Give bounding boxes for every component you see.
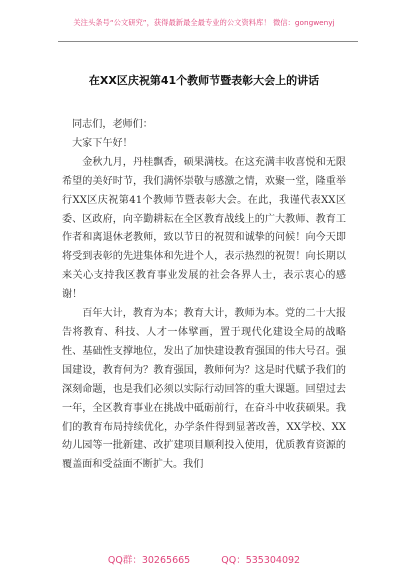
header-divider: [58, 41, 358, 42]
qq-group-number: QQ群：30265665: [107, 555, 191, 566]
greeting: 大家下午好！: [72, 137, 133, 149]
document-title: 在XX区庆祝第41个教师节暨表彰大会上的讲话: [88, 74, 320, 87]
body-paragraph: 金秋九月，丹桂飘香，硕果满枝。在这充满丰收喜悦和无限希望的美好时节，我们满怀崇敬与感激之情，欢聚一堂，隆重举行XX区庆祝第41个教师节暨表彰大会。在此，我谨代表XX区委、区政府，向辛勤耕耘在全区教育战线上的广大教师、教育工作者和离退休老教师，致以节日的祝贺和诚挚的问候！向今天即将受到表彰的先进集体和先进个人，表示热烈的祝贺！向长期以来关心支持我区教育事业发展的社会各界人士，表示衷心的感谢！: [62, 156, 346, 301]
salutation: 同志们，老师们：: [72, 119, 153, 130]
qq-number: QQ：535304092: [221, 555, 301, 566]
body-paragraph: 百年大计，教育为本；教育大计，教师为本。党的二十大报告将教育、科技、人才一体擘画，置于现代化建设全局的战略性、基础性支撑地位，发出了加快建设教育强国的伟大号召。强国建设，教育何为？教育强国，教师何为？这是时代赋予我们的深刻命题，也是我们必须以实际行动回答的重大课题。回望过去一年，全区教育事业在挑战中砥砺前行，在奋斗中收获硕果。我们的教育布局持续优化，办学条件得到显著改善，XX学校、XX幼儿园等一批新建、改扩建项目顺利投入使用，优质教育资源的覆盖面和受益面不断扩大。我们: [62, 308, 346, 471]
header-banner: 关注头条号“公文研究”，获得最新最全最专业的公文资料库！ 微信：gongwenyj: [73, 18, 335, 27]
document-body: [62, 116, 346, 475]
footer-contact: [0, 552, 408, 566]
